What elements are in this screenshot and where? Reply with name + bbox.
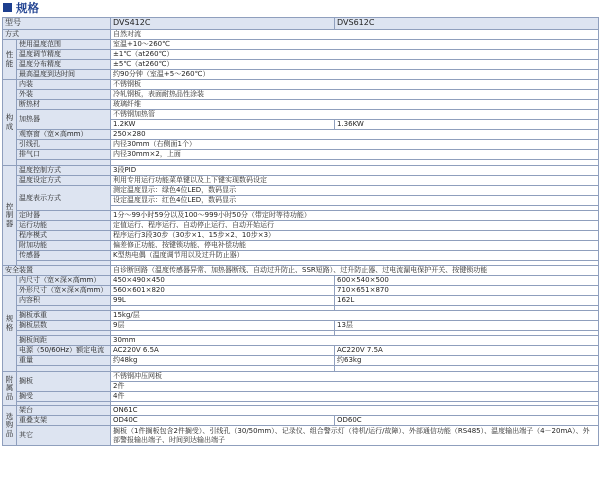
stack-a: OD40C (111, 416, 335, 426)
table-row (3, 211, 599, 221)
range-value: 室温+10～260℃ (111, 40, 599, 50)
program-value: 程序运行3段30步（30步×1、15步×2、10步×3） (111, 231, 599, 241)
specs-category: 规格 (3, 276, 17, 372)
heater-label: 加热器 (17, 110, 111, 130)
spec-table (2, 17, 599, 446)
table-row (3, 276, 599, 286)
table-row (3, 231, 599, 241)
table-row (3, 406, 599, 416)
sensor-value: K型热电偶（温度调节用以及过升防止器） (111, 251, 599, 261)
shelf-type: 不锈钢冲压网板 (111, 372, 599, 382)
setting-value: 利用专用运行功能菜单键以及上下键实现数码设定 (111, 176, 599, 186)
vent-label: 排气口 (17, 150, 111, 160)
inner-value: 不锈钢板 (111, 80, 599, 90)
outer-dim-label: 外形尺寸（宽×深×高mm） (17, 286, 111, 296)
weight-label: 重量 (17, 356, 111, 366)
outer-dim-a: 560×601×820 (111, 286, 335, 296)
extra-value: 偏差修正功能、按键锁功能、停电补偿功能 (111, 241, 599, 251)
table-row (3, 100, 599, 110)
control-method-label: 温度控制方式 (17, 166, 111, 176)
run-value: 定值运行、程序运行、自动停止运行、自动开始运行 (111, 221, 599, 231)
layers-label: 搁板层数 (17, 321, 111, 331)
inner-dim-label: 内尺寸（宽×深×高mm） (17, 276, 111, 286)
table-row (3, 372, 599, 382)
table-row (3, 321, 599, 331)
insulation-label: 断热材 (17, 100, 111, 110)
program-label: 程序模式 (17, 231, 111, 241)
stack-b: OD60C (335, 416, 599, 426)
table-row (3, 266, 599, 276)
other-value: 搁板（1件搁板包含2件搁受）、引线孔（30/50mm）、记录仪、组合警示灯（待机/运行/故障）、外部通信功能（RS485）、温度输出端子（4－20mA）、外部警报输出端子、时间到达输出端子 (111, 426, 599, 446)
table-row (3, 70, 599, 80)
heater-a: 1.2KW (111, 120, 335, 130)
stack-label: 重叠支架 (17, 416, 111, 426)
power-a: AC220V 6.5A (111, 346, 335, 356)
heater-b: 1.36KW (335, 120, 599, 130)
other-label: 其它 (17, 426, 111, 446)
display-line1: 测定温度显示：绿色4位LED，数码显示 (111, 186, 599, 196)
sensor-label: 传感器 (17, 251, 111, 261)
power-b: AC220V 7.5A (335, 346, 599, 356)
construction-category: 构成 (3, 80, 17, 166)
controller-category: 控制器 (3, 166, 17, 266)
table-row (3, 416, 599, 426)
distrib-label: 温度分布精度 (17, 60, 111, 70)
volume-label: 内容积 (17, 296, 111, 306)
port-label: 引线孔 (17, 140, 111, 150)
time-label: 最高温度到达时间 (17, 70, 111, 80)
port-value: 内径30mm（右侧面1个） (111, 140, 599, 150)
distrib-value: ±5℃（at260℃） (111, 60, 599, 70)
performance-category: 性能 (3, 40, 17, 80)
stand-label: 架台 (17, 406, 111, 416)
table-row (3, 336, 599, 346)
load-value: 15kg/层 (111, 311, 599, 321)
volume-a: 99L (111, 296, 335, 306)
accessories-category: 附属品 (3, 372, 17, 406)
section-header (0, 0, 600, 17)
inner-label: 内装 (17, 80, 111, 90)
stand-value: ON61C (111, 406, 599, 416)
table-row (3, 150, 599, 160)
inner-dim-b: 600×540×500 (335, 276, 599, 286)
weight-a: 约48kg (111, 356, 335, 366)
insulation-value: 玻璃纤维 (111, 100, 599, 110)
outer-dim-b: 710×651×870 (335, 286, 599, 296)
inner-dim-a: 450×490×450 (111, 276, 335, 286)
timer-label: 定时器 (17, 211, 111, 221)
table-row (3, 426, 599, 446)
display-line2: 设定温度显示：红色4位LED，数码显示 (111, 196, 599, 206)
outer-label: 外装 (17, 90, 111, 100)
adjust-label: 温度调节精度 (17, 50, 111, 60)
timer-value: 1分～99小时59分以及100～999小时50分（带定时等待功能） (111, 211, 599, 221)
weight-b: 约63kg (335, 356, 599, 366)
section-marker-icon (3, 3, 12, 12)
spacing-label: 搁板间距 (17, 336, 111, 346)
table-row (3, 221, 599, 231)
table-row (3, 90, 599, 100)
heater-type: 不锈钢加热管 (111, 110, 599, 120)
model-a: DVS412C (111, 18, 335, 30)
time-value: 约90分钟（室温+5～260℃） (111, 70, 599, 80)
layers-a: 9层 (111, 321, 335, 331)
options-category: 选购品 (3, 406, 17, 446)
table-row (3, 346, 599, 356)
window-label: 观察窗（宽×高mm） (17, 130, 111, 140)
power-label: 电源（50/60Hz）额定电流 (17, 346, 111, 356)
table-row (3, 392, 599, 402)
table-row (3, 356, 599, 366)
method-label: 方式 (3, 30, 111, 40)
vent-value: 内径30mm×2，上面 (111, 150, 599, 160)
table-row (3, 50, 599, 60)
model-label: 型号 (3, 18, 111, 30)
table-row (3, 311, 599, 321)
layers-b: 13层 (335, 321, 599, 331)
table-row (3, 40, 599, 50)
safety-label: 安全装置 (3, 266, 111, 276)
extra-label: 附加功能 (17, 241, 111, 251)
table-row (3, 110, 599, 120)
table-row (3, 286, 599, 296)
safety-value: 自诊断回路（温度传感器异常、加热器断线、自动过升防止、SSR短路）、过升防止器、过电流漏电保护开关、按键锁功能 (111, 266, 599, 276)
table-row (3, 176, 599, 186)
control-method-value: 3段PID (111, 166, 599, 176)
run-label: 运行功能 (17, 221, 111, 231)
bracket-count: 4件 (111, 392, 599, 402)
table-row (3, 130, 599, 140)
shelf-count: 2件 (111, 382, 599, 392)
table-header-row (3, 18, 599, 30)
volume-b: 162L (335, 296, 599, 306)
shelf-label: 搁板 (17, 372, 111, 392)
display-label: 温度表示方式 (17, 186, 111, 211)
range-label: 使用温度范围 (17, 40, 111, 50)
bracket-label: 搁受 (17, 392, 111, 402)
spacing-value: 30mm (111, 336, 599, 346)
section-title: 规格 (16, 1, 39, 15)
table-row (3, 80, 599, 90)
table-row (3, 60, 599, 70)
table-row (3, 140, 599, 150)
model-b: DVS612C (335, 18, 599, 30)
table-row (3, 30, 599, 40)
table-row (3, 166, 599, 176)
method-value: 自然对流 (111, 30, 599, 40)
table-row (3, 241, 599, 251)
load-label: 搁板承重 (17, 311, 111, 321)
setting-label: 温度设定方式 (17, 176, 111, 186)
outer-value: 冷轧钢板，表面耐热品性涂装 (111, 90, 599, 100)
adjust-value: ±1℃（at260℃） (111, 50, 599, 60)
table-row (3, 296, 599, 306)
window-value: 250×280 (111, 130, 599, 140)
table-row (3, 186, 599, 196)
table-row (3, 251, 599, 261)
